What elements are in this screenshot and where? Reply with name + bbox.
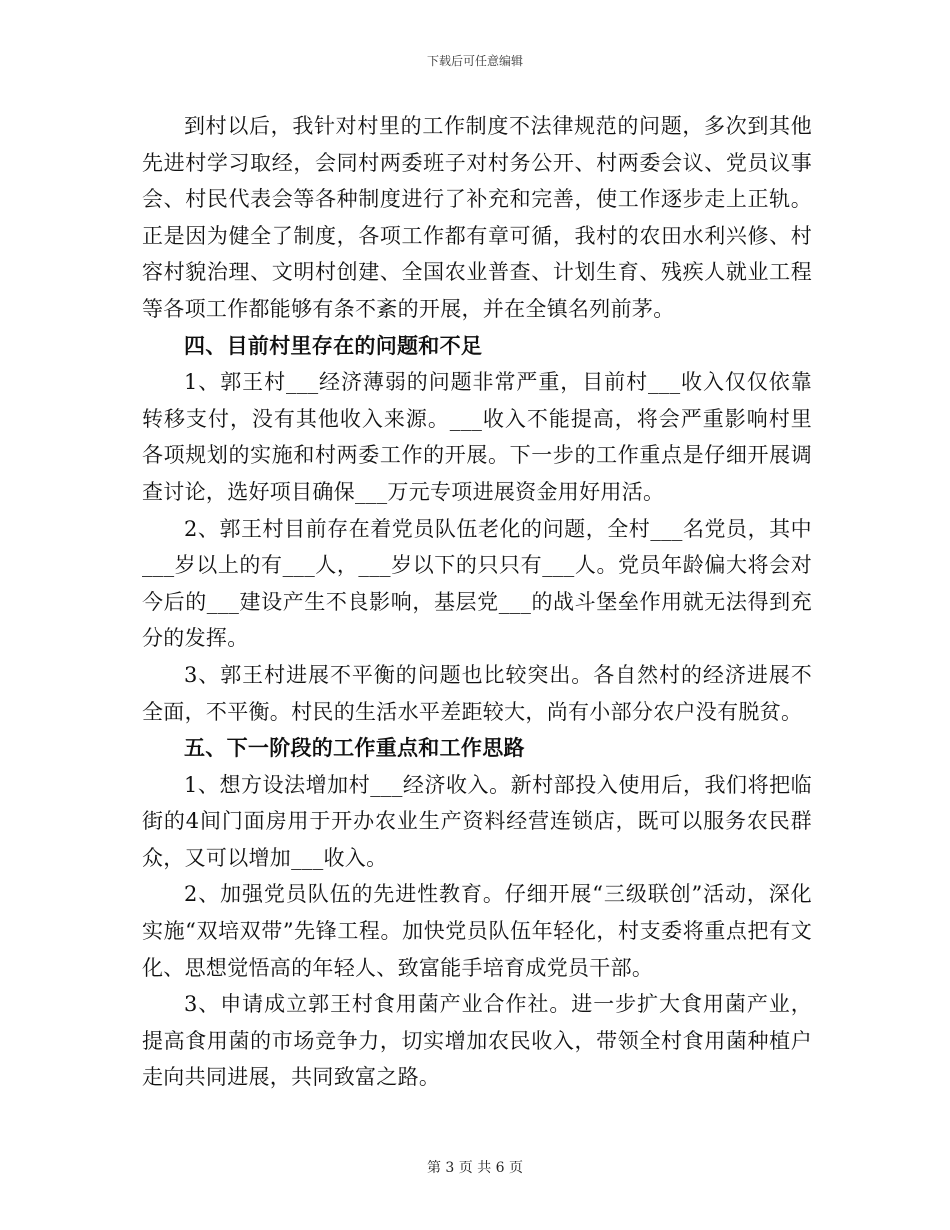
problem-item-3: 3、郭王村进展不平衡的问题也比较突出。各自然村的经济进展不全面，不平衡。村民的生活水平差距较大，尚有小部分农户没有脱贫。 xyxy=(142,662,812,724)
paragraph-regulations: 到村以后，我针对村里的工作制度不法律规范的问题，多次到其他先进村学习取经，会同村两委班子对村务公开、村两委会议、党员议事会、村民代表会等各种制度进行了补充和完善，使工作逐步走上正轨。正是因为健全了制度，各项工作都有章可循，我村的农田水利兴修、村容村貌治理、文明村创建、全国农业普查、计划生育、残疾人就业工程等各项工作都能够有条不紊的开展，并在全镇名列前茅。 xyxy=(142,114,812,321)
page-header: 下载后可任意编辑 xyxy=(426,54,523,68)
section-heading-next-steps: 五、下一阶段的工作重点和工作思路 xyxy=(184,735,525,761)
plan-item-2: 2、加强党员队伍的先进性教育。仔细开展“三级联创”活动，深化实施“双培双带”先锋工程。加快党员队伍年轻化，村支委将重点把有文化、思想觉悟高的年轻人、致富能手培育成党员干部。 xyxy=(142,882,812,980)
problem-item-2: 2、郭王村目前存在着党员队伍老化的问题，全村___名党员，其中___岁以上的有___人，___岁以下的只只有___人。党员年龄偏大将会对今后的___建设产生不良影响，基层党___的战斗堡垒作用就无法得到充分的发挥。 xyxy=(142,516,812,651)
page-number: 第 3 页 共 6 页 xyxy=(426,1160,524,1176)
document-body xyxy=(142,108,812,1096)
section-heading-problems: 四、目前村里存在的问题和不足 xyxy=(184,332,483,358)
problem-item-1: 1、郭王村___经济薄弱的问题非常严重，目前村___收入仅仅依靠转移支付，没有其他收入来源。___收入不能提高，将会严重影响村里各项规划的实施和村两委工作的开展。下一步的工作重点是仔细开展调查讨论，选好项目确保___万元专项进展资金用好用活。 xyxy=(142,370,812,504)
plan-item-3: 3、申请成立郭王村食用菌产业合作社。进一步扩大食用菌产业，提高食用菌的市场竞争力，切实增加农民收入，带领全村食用菌种植户走向共同进展，共同致富之路。 xyxy=(142,992,812,1090)
plan-item-1: 1、想方设法增加村___经济收入。新村部投入使用后，我们将把临街的4间门面房用于开办农业生产资料经营连锁店，既可以服务农民群众，又可以增加___收入。 xyxy=(142,772,812,870)
